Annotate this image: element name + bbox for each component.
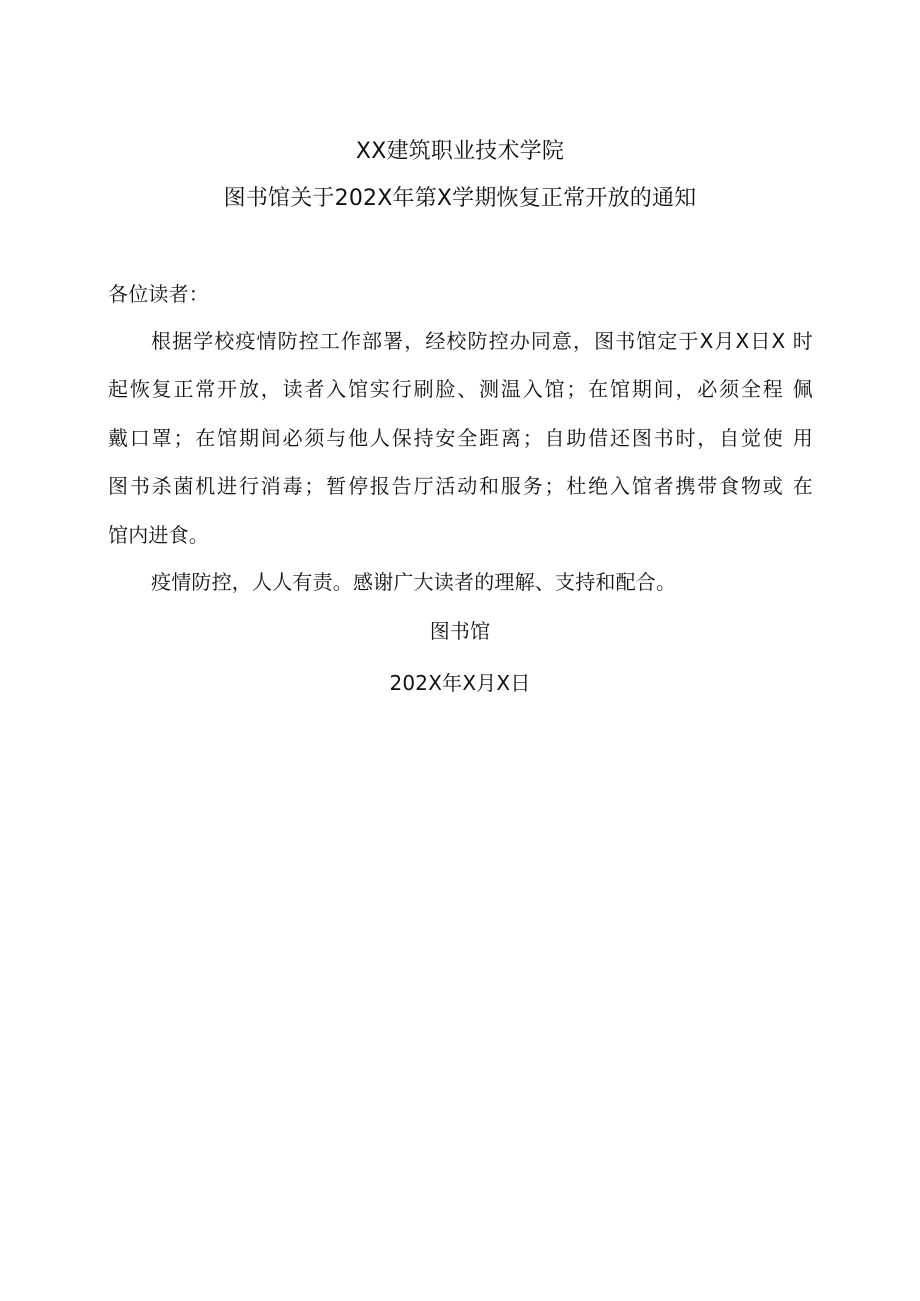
paragraph1-line3: 戴口罩；在馆期间必须与他人保持安全距离；自助借还图书时，自觉使 用 [108, 426, 813, 450]
document-title-notice: 图书馆关于202X年第X学期恢复正常开放的通知 [223, 186, 697, 211]
salutation: 各位读者： [108, 282, 209, 306]
paragraph1-line1: 根据学校疫情防控工作部署，经校防控办同意，图书馆定于X月X日X 时 [151, 329, 813, 353]
date: 202X年X月X日 [389, 671, 531, 695]
document-title-institution: XX建筑职业技术学院 [355, 139, 565, 164]
paragraph1-line2: 起恢复正常开放，读者入馆实行刷脸、测温入馆；在馆期间，必须全程 佩 [108, 377, 813, 401]
paragraph2: 疫情防控，人人有责。感谢广大读者的理解、支持和配合。 [151, 570, 677, 594]
signature: 图书馆 [429, 619, 491, 643]
paragraph1-line4: 图书杀菌机进行消毒；暂停报告厅活动和服务；杜绝入馆者携带食物或 在 [108, 474, 813, 498]
paragraph1-line5: 馆内进食。 [108, 523, 209, 547]
